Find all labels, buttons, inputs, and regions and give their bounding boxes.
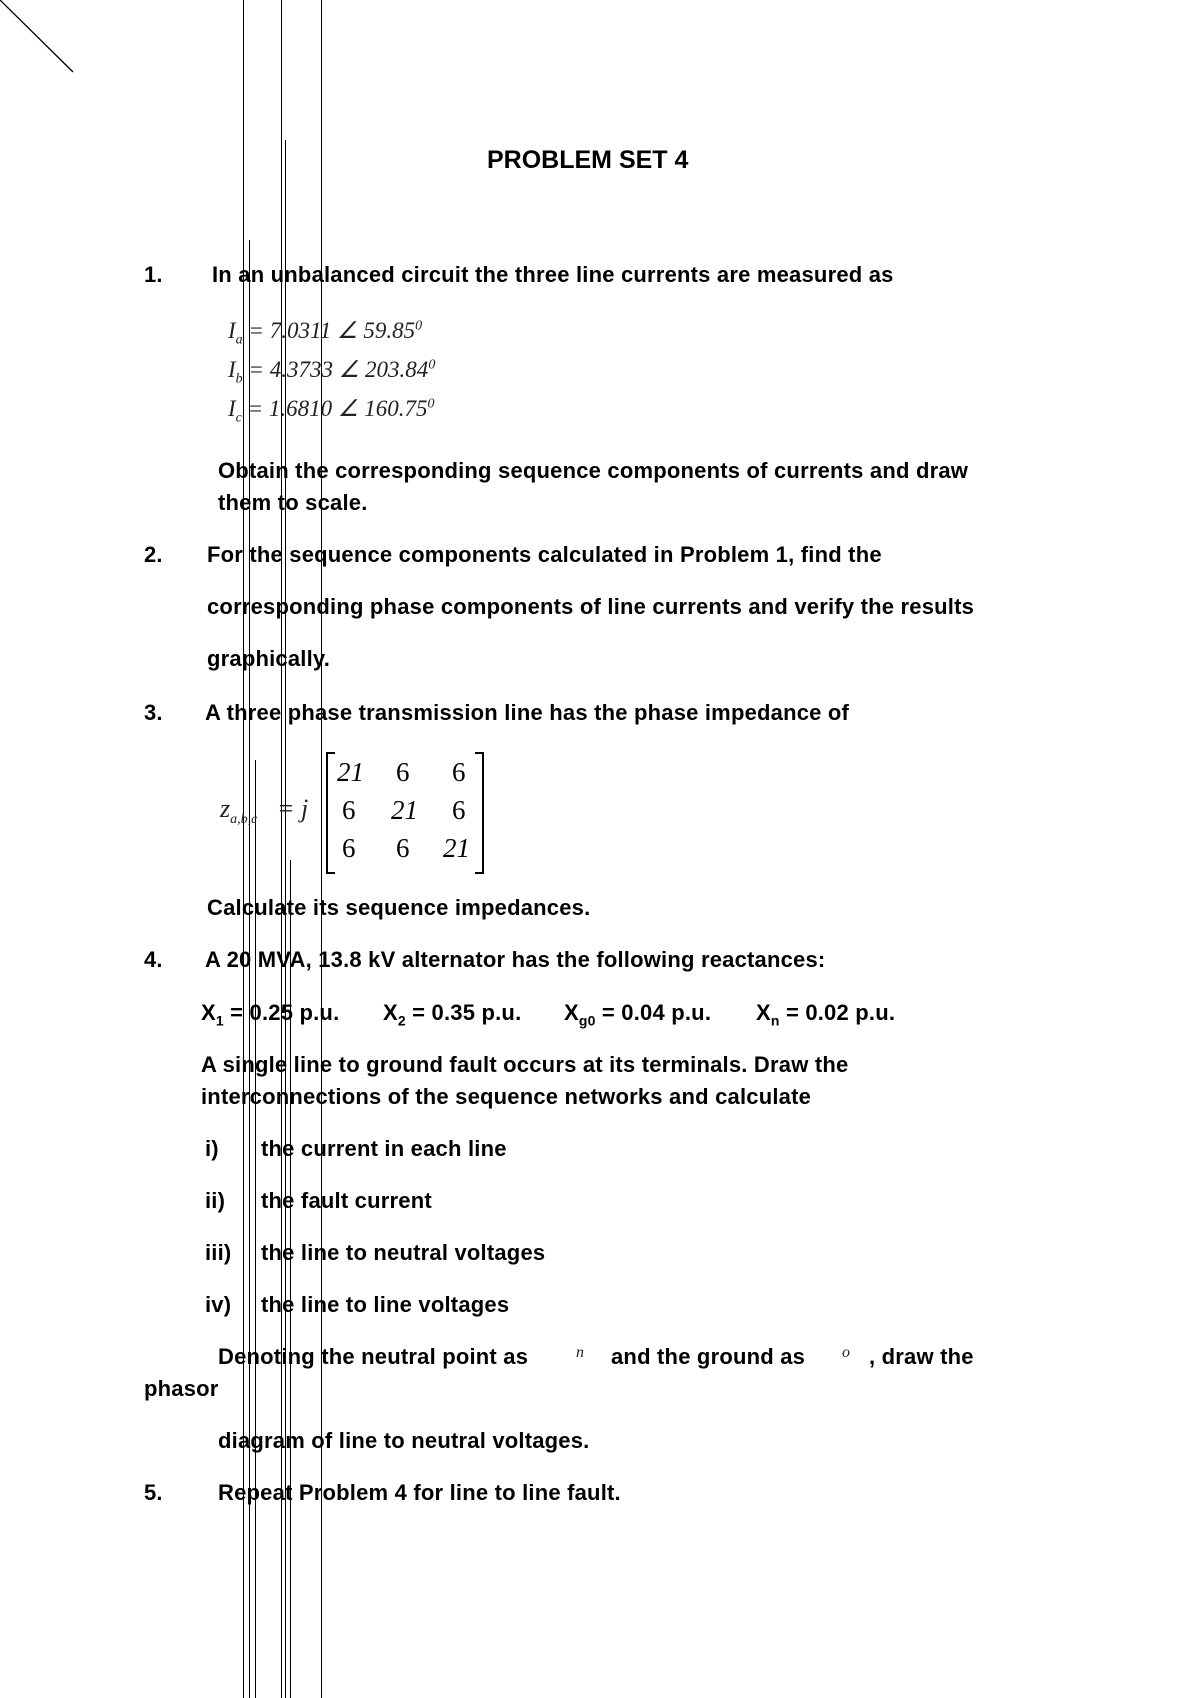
- problem-1-intro: In an unbalanced circuit the three line currents are measured as: [212, 262, 894, 287]
- reactance-xn: $X_n = 0.02$ p.u.: [756, 1000, 896, 1029]
- corner-diagonal-line: [0, 0, 80, 80]
- matrix-cell: 6: [342, 833, 356, 863]
- problem-5-text: Repeat Problem 4 for line to line fault.: [218, 1480, 621, 1505]
- problem-3-intro: A three phase transmission line has the phase impedance of: [205, 700, 850, 725]
- problem-4-intro: A 20 MVA, 13.8 kV alternator has the following reactances:: [205, 947, 826, 972]
- diagram-line: diagram of line to neutral voltages.: [218, 1428, 590, 1453]
- matrix-cell: 6: [452, 795, 466, 825]
- reactance-x1: $X_1 = 0.25$ p.u.: [201, 1000, 340, 1029]
- neutral-symbol: n: [576, 1344, 584, 1361]
- problem-1-task-line2: them to scale.: [218, 490, 368, 515]
- list-item-text: the fault current: [261, 1188, 432, 1213]
- list-item-text: the line to line voltages: [261, 1292, 510, 1317]
- matrix-cell: 6: [396, 757, 410, 787]
- matrix-cell: 6: [342, 795, 356, 825]
- problem-5-number: 5.: [144, 1480, 163, 1505]
- problem-3-number: 3.: [144, 700, 163, 725]
- denote-text-a: Denoting the neutral point as: [218, 1344, 529, 1369]
- matrix-cell: 6: [396, 833, 410, 863]
- current-ia: $I_a = 7.0311$ ∠ 59.85$^0$: [228, 318, 423, 348]
- problem-2-line3: graphically.: [207, 646, 331, 671]
- reactance-xg0: $X_{g0} = 0.04$ p.u.: [564, 1000, 712, 1029]
- impedance-eq: = j: [277, 794, 309, 823]
- problem-1-number: 1.: [144, 262, 163, 287]
- matrix-left-bracket: [326, 752, 335, 874]
- list-item-number: iv): [205, 1292, 232, 1317]
- problem-4-task-line2: interconnections of the sequence networks and calculate: [201, 1084, 812, 1109]
- matrix-cell: 21: [391, 795, 418, 825]
- current-ib: $I_b = 4.3733$ ∠ 203.84$^0$: [228, 357, 436, 387]
- impedance-lhs: $z_{a,b,c}$: [220, 794, 258, 828]
- list-item-number: iii): [205, 1240, 232, 1265]
- vertical-rule-6: [290, 860, 291, 1698]
- problem-3-task: Calculate its sequence impedances.: [207, 895, 591, 920]
- page-title: PROBLEM SET 4: [487, 146, 689, 174]
- ground-symbol: o: [842, 1344, 850, 1361]
- problem-2-line2: corresponding phase components of line currents and verify the results: [207, 594, 975, 619]
- problem-4-number: 4.: [144, 947, 163, 972]
- problem-2-number: 2.: [144, 542, 163, 567]
- reactance-x2: $X_2 = 0.35$ p.u.: [383, 1000, 522, 1029]
- problem-4-task-line1: A single line to ground fault occurs at its terminals. Draw the: [201, 1052, 849, 1077]
- list-item-number: ii): [205, 1188, 226, 1213]
- problem-1-task-line1: Obtain the corresponding sequence components of currents and draw: [218, 458, 969, 483]
- matrix-cell: 6: [452, 757, 466, 787]
- matrix-cell: 21: [443, 833, 470, 863]
- problem-2-line1: For the sequence components calculated in Problem 1, find the: [207, 542, 882, 567]
- list-item-number: i): [205, 1136, 219, 1161]
- denote-text-c: , draw the: [869, 1344, 974, 1369]
- current-ic: $I_c = 1.6810$ ∠ 160.75$^0$: [228, 396, 435, 426]
- denote-text-b: and the ground as: [611, 1344, 806, 1369]
- list-item-text: the line to neutral voltages: [261, 1240, 546, 1265]
- list-item-text: the current in each line: [261, 1136, 507, 1161]
- matrix-cell: 21: [337, 757, 364, 787]
- phasor-word: phasor: [144, 1376, 219, 1401]
- matrix-right-bracket: [475, 752, 484, 874]
